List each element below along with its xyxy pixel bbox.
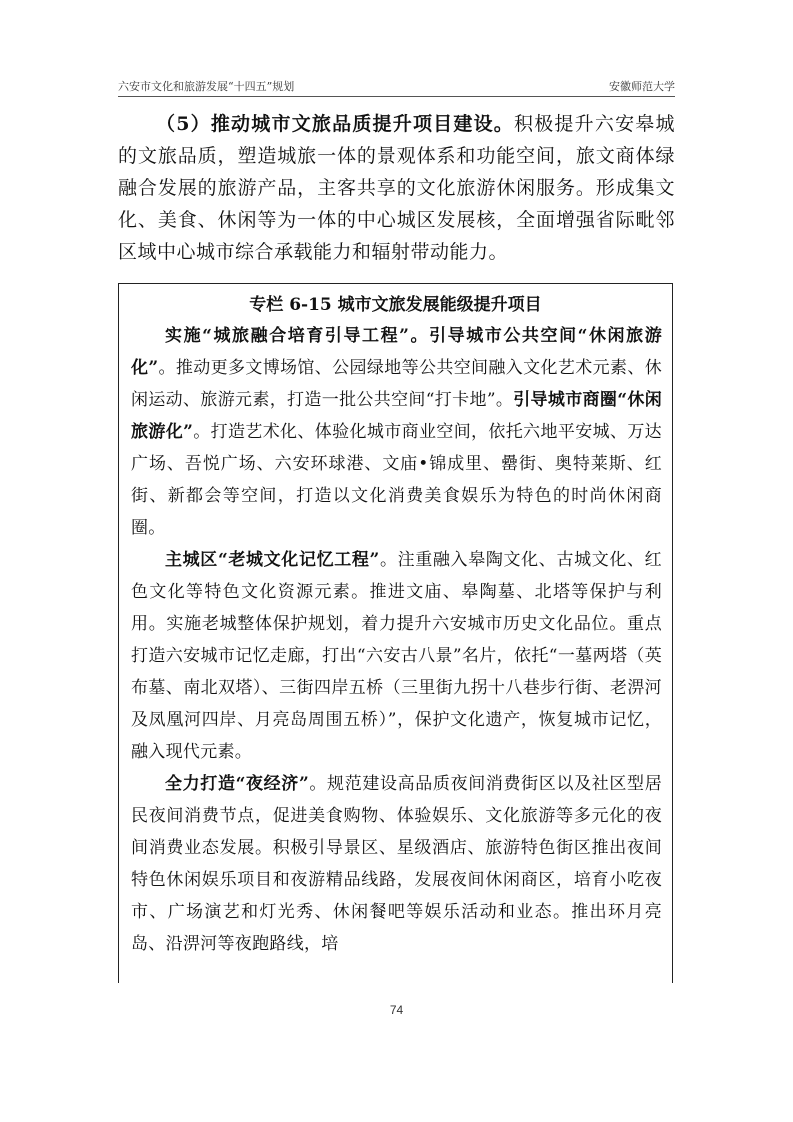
box-p1-text-1: 。推动更多文博场馆、公园绿地等公共空间融入文化艺术元素、休闲运动、旅游元素，打造一批公共空间“打卡地”。 bbox=[131, 358, 662, 410]
header-organization: 安徽师范大学 bbox=[609, 80, 675, 93]
page-header bbox=[118, 78, 675, 96]
page-number: 74 bbox=[389, 1003, 404, 1017]
box-p1-text-2: 。打造艺术化、体验化城市商业空间，依托六地平安城、万达广场、吾悦广场、六安环球港、文庙•锦成里、罍街、奥特莱斯、红街、新都会等空间，打造以文化消费美食娱乐为特色的时尚休闲商圈。 bbox=[131, 422, 662, 538]
intro-text: 积极提升六安皋城的文旅品质，塑造城旅一体的景观体系和功能空间，旅文商体绿融合发展的旅游产品，主客共享的文化旅游休闲服务。形成集文化、美食、休闲等为一体的中心城区发展核，全面增强省际毗邻区域中心城市综合承载能力和辐射带动能力。 bbox=[118, 113, 675, 263]
box-p2-text: 。注重融入皋陶文化、古城文化、红色文化等特色文化资源元素。推进文庙、皋陶墓、北塔等保护与利用。实施老城整体保护规划，着力提升六安城市历史文化品位。重点打造六安城市记忆走廊，打出“六安古八景”名片，依托“一墓两塔（英布墓、南北双塔）、三街四岸五桥（三里街九拐十八巷步行街、老淠河及凤凰河四岸、月亮岛周围五桥）”，保护文化遗产，恢复城市记忆，融入现代元素。 bbox=[131, 550, 662, 762]
intro-heading: （5）推动城市文旅品质提升项目建设。 bbox=[156, 113, 515, 135]
header-document-title: 六安市文化和旅游发展“十四五”规划 bbox=[118, 80, 295, 93]
box-p1-bold-2: 引导城市商圈“休闲旅游化” bbox=[131, 390, 662, 442]
box-paragraph-urban-tourism bbox=[131, 320, 662, 544]
sidebar-box bbox=[118, 283, 673, 983]
intro-paragraph bbox=[118, 108, 675, 268]
box-p3-text: 。规范建设高品质夜间消费街区以及社区型居民夜间消费节点，促进美食购物、体验娱乐、文化旅游等多元化的夜间消费业态发展。积极引导景区、星级酒店、旅游特色街区推出夜间特色休闲娱乐项目和夜游精品线路，发展夜间休闲商区，培育小吃夜市、广场演艺和灯光秀、休闲餐吧等娱乐活动和业态。推出环月亮岛、沿淠河等夜跑路线，培 bbox=[131, 774, 662, 954]
box-title: 专栏 6-15 城市文旅发展能级提升项目 bbox=[249, 295, 542, 315]
box-p2-bold: 主城区“老城文化记忆工程” bbox=[165, 550, 380, 570]
box-paragraph-old-city bbox=[131, 544, 662, 768]
header-divider bbox=[118, 96, 675, 97]
box-body bbox=[119, 320, 672, 960]
box-p3-bold: 全力打造“夜经济” bbox=[165, 774, 310, 794]
box-paragraph-night-economy bbox=[131, 768, 662, 960]
box-p1-bold-1: 实施“城旅融合培育引导工程”。引导城市公共空间“休闲旅游化” bbox=[131, 326, 662, 378]
